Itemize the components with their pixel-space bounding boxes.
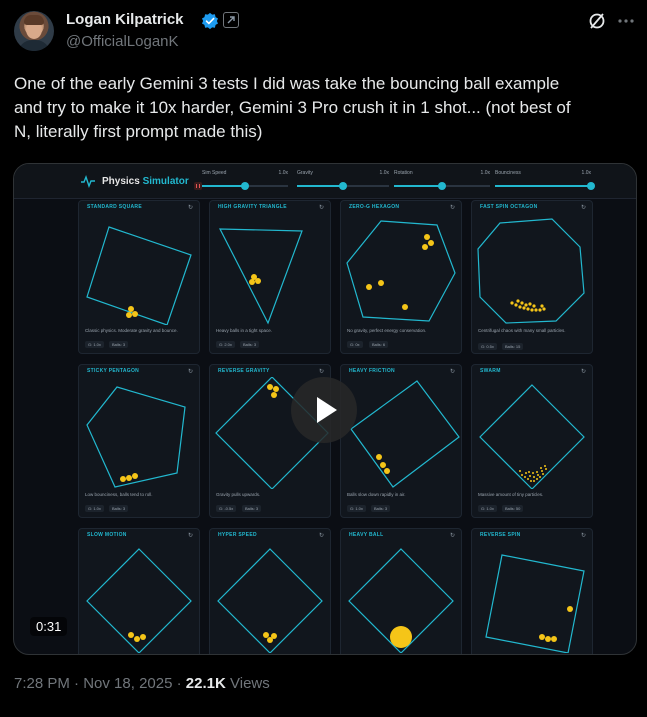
arena-heavy-square [341, 541, 461, 653]
tweet-text: One of the early Gemini 3 tests I did was take the bouncing ball example and try to make it 10x harder, Gemini 3 Pro crush it in 1 shot... (not best of N, literally first prompt made this) [14, 74, 571, 141]
views-count: 22.1K [185, 675, 226, 692]
arena-pentagon [79, 377, 199, 489]
video-player[interactable] [13, 163, 637, 655]
arena-slow-square [79, 541, 199, 653]
reset-icon[interactable]: ↻ [580, 533, 586, 539]
sim-card-fast-spin-octagon: FAST SPIN OCTAGON ↻ Centrifugal chaos with many small particles. G: 0.5x Balls: 15 [471, 200, 593, 354]
sim-card-hyper-speed: HYPER SPEED ↻ [209, 528, 331, 655]
affiliation-badge-icon[interactable] [223, 12, 239, 28]
arena-octagon [472, 213, 592, 325]
avatar[interactable] [14, 11, 54, 51]
arena-hexagon [341, 213, 461, 325]
reset-icon[interactable]: ↻ [318, 533, 324, 539]
sim-card-high-gravity-triangle: HIGH GRAVITY TRIANGLE ↻ Heavy balls in a tight space. G: 2.0x Balls: 3 [209, 200, 331, 354]
video-duration: 0:31 [30, 617, 67, 636]
tweet-meta: 7:28 PM · Nov 18, 2025 · 22.1K Views [14, 675, 270, 692]
reset-icon[interactable]: ↻ [580, 369, 586, 375]
arena-triangle [210, 213, 330, 325]
arena-swarm [472, 377, 592, 489]
sim-card-reverse-gravity: REVERSE GRAVITY ↻ Gravity pulls upwards. G: -0.5x Balls: 3 [209, 364, 331, 518]
tweet-time[interactable]: 7:28 PM [14, 675, 70, 692]
author-handle[interactable]: @OfficialLoganK [66, 33, 179, 50]
simulator-title: Physics Simulator [102, 176, 189, 187]
pulse-logo-icon [81, 174, 95, 188]
sim-card-zero-g-hexagon: ZERO-G HEXAGON ↻ No gravity, perfect energy conservation. G: 0x Balls: 6 [340, 200, 462, 354]
reset-icon[interactable]: ↻ [318, 205, 324, 211]
reset-icon[interactable]: ↻ [449, 205, 455, 211]
tweet-header [0, 0, 647, 60]
tweet-date[interactable]: Nov 18, 2025 [83, 675, 173, 692]
sim-card-reverse-spin: REVERSE SPIN ↻ [471, 528, 593, 655]
reset-icon[interactable]: ↻ [449, 369, 455, 375]
verified-badge-icon [201, 12, 219, 30]
play-icon [315, 396, 339, 424]
reset-icon[interactable]: ↻ [449, 533, 455, 539]
sim-card-sticky-pentagon: STICKY PENTAGON ↻ Low bounciness, balls tend to roll. G: 1.0x Balls: 3 [78, 364, 200, 518]
reset-icon[interactable]: ↻ [187, 533, 193, 539]
sim-card-heavy-ball: HEAVY BALL ↻ [340, 528, 462, 655]
pause-button[interactable] [194, 182, 202, 190]
arena-square [79, 213, 199, 325]
reset-icon[interactable]: ↻ [187, 205, 193, 211]
sim-card-standard-square: STANDARD SQUARE ↻ Classic physics. Moderate gravity and bounce. G: 1.0x Balls: 3 [78, 200, 200, 354]
rotation-slider[interactable]: Rotation 1.0x [394, 168, 490, 194]
sim-speed-slider[interactable]: Sim Speed 1.0x [202, 168, 288, 194]
arena-hyper-square [210, 541, 330, 653]
bounciness-slider[interactable]: Bounciness 1.0x [495, 168, 591, 194]
reset-icon[interactable]: ↻ [580, 205, 586, 211]
simulator-header [14, 164, 636, 199]
reset-icon[interactable]: ↻ [187, 369, 193, 375]
more-options-icon[interactable] [616, 11, 636, 31]
grok-icon[interactable] [587, 11, 607, 31]
sim-card-heavy-friction: HEAVY FRICTION ↻ Balls slow down rapidly in air. G: 1.0x Balls: 3 [340, 364, 462, 518]
arena-reverse-spin-square [472, 541, 592, 653]
sim-card-slow-motion: SLOW MOTION ↻ [78, 528, 200, 655]
gravity-slider[interactable]: Gravity 1.0x [297, 168, 389, 194]
reset-icon[interactable]: ↻ [318, 369, 324, 375]
play-button[interactable] [291, 377, 357, 443]
views-label: Views [230, 675, 270, 692]
author-name[interactable]: Logan Kilpatrick [66, 11, 184, 28]
sim-card-swarm: SWARM ↻ Massive amount of tiny particles. G: 1.0x Balls: 50 [471, 364, 593, 518]
arena-friction-square [341, 377, 461, 489]
